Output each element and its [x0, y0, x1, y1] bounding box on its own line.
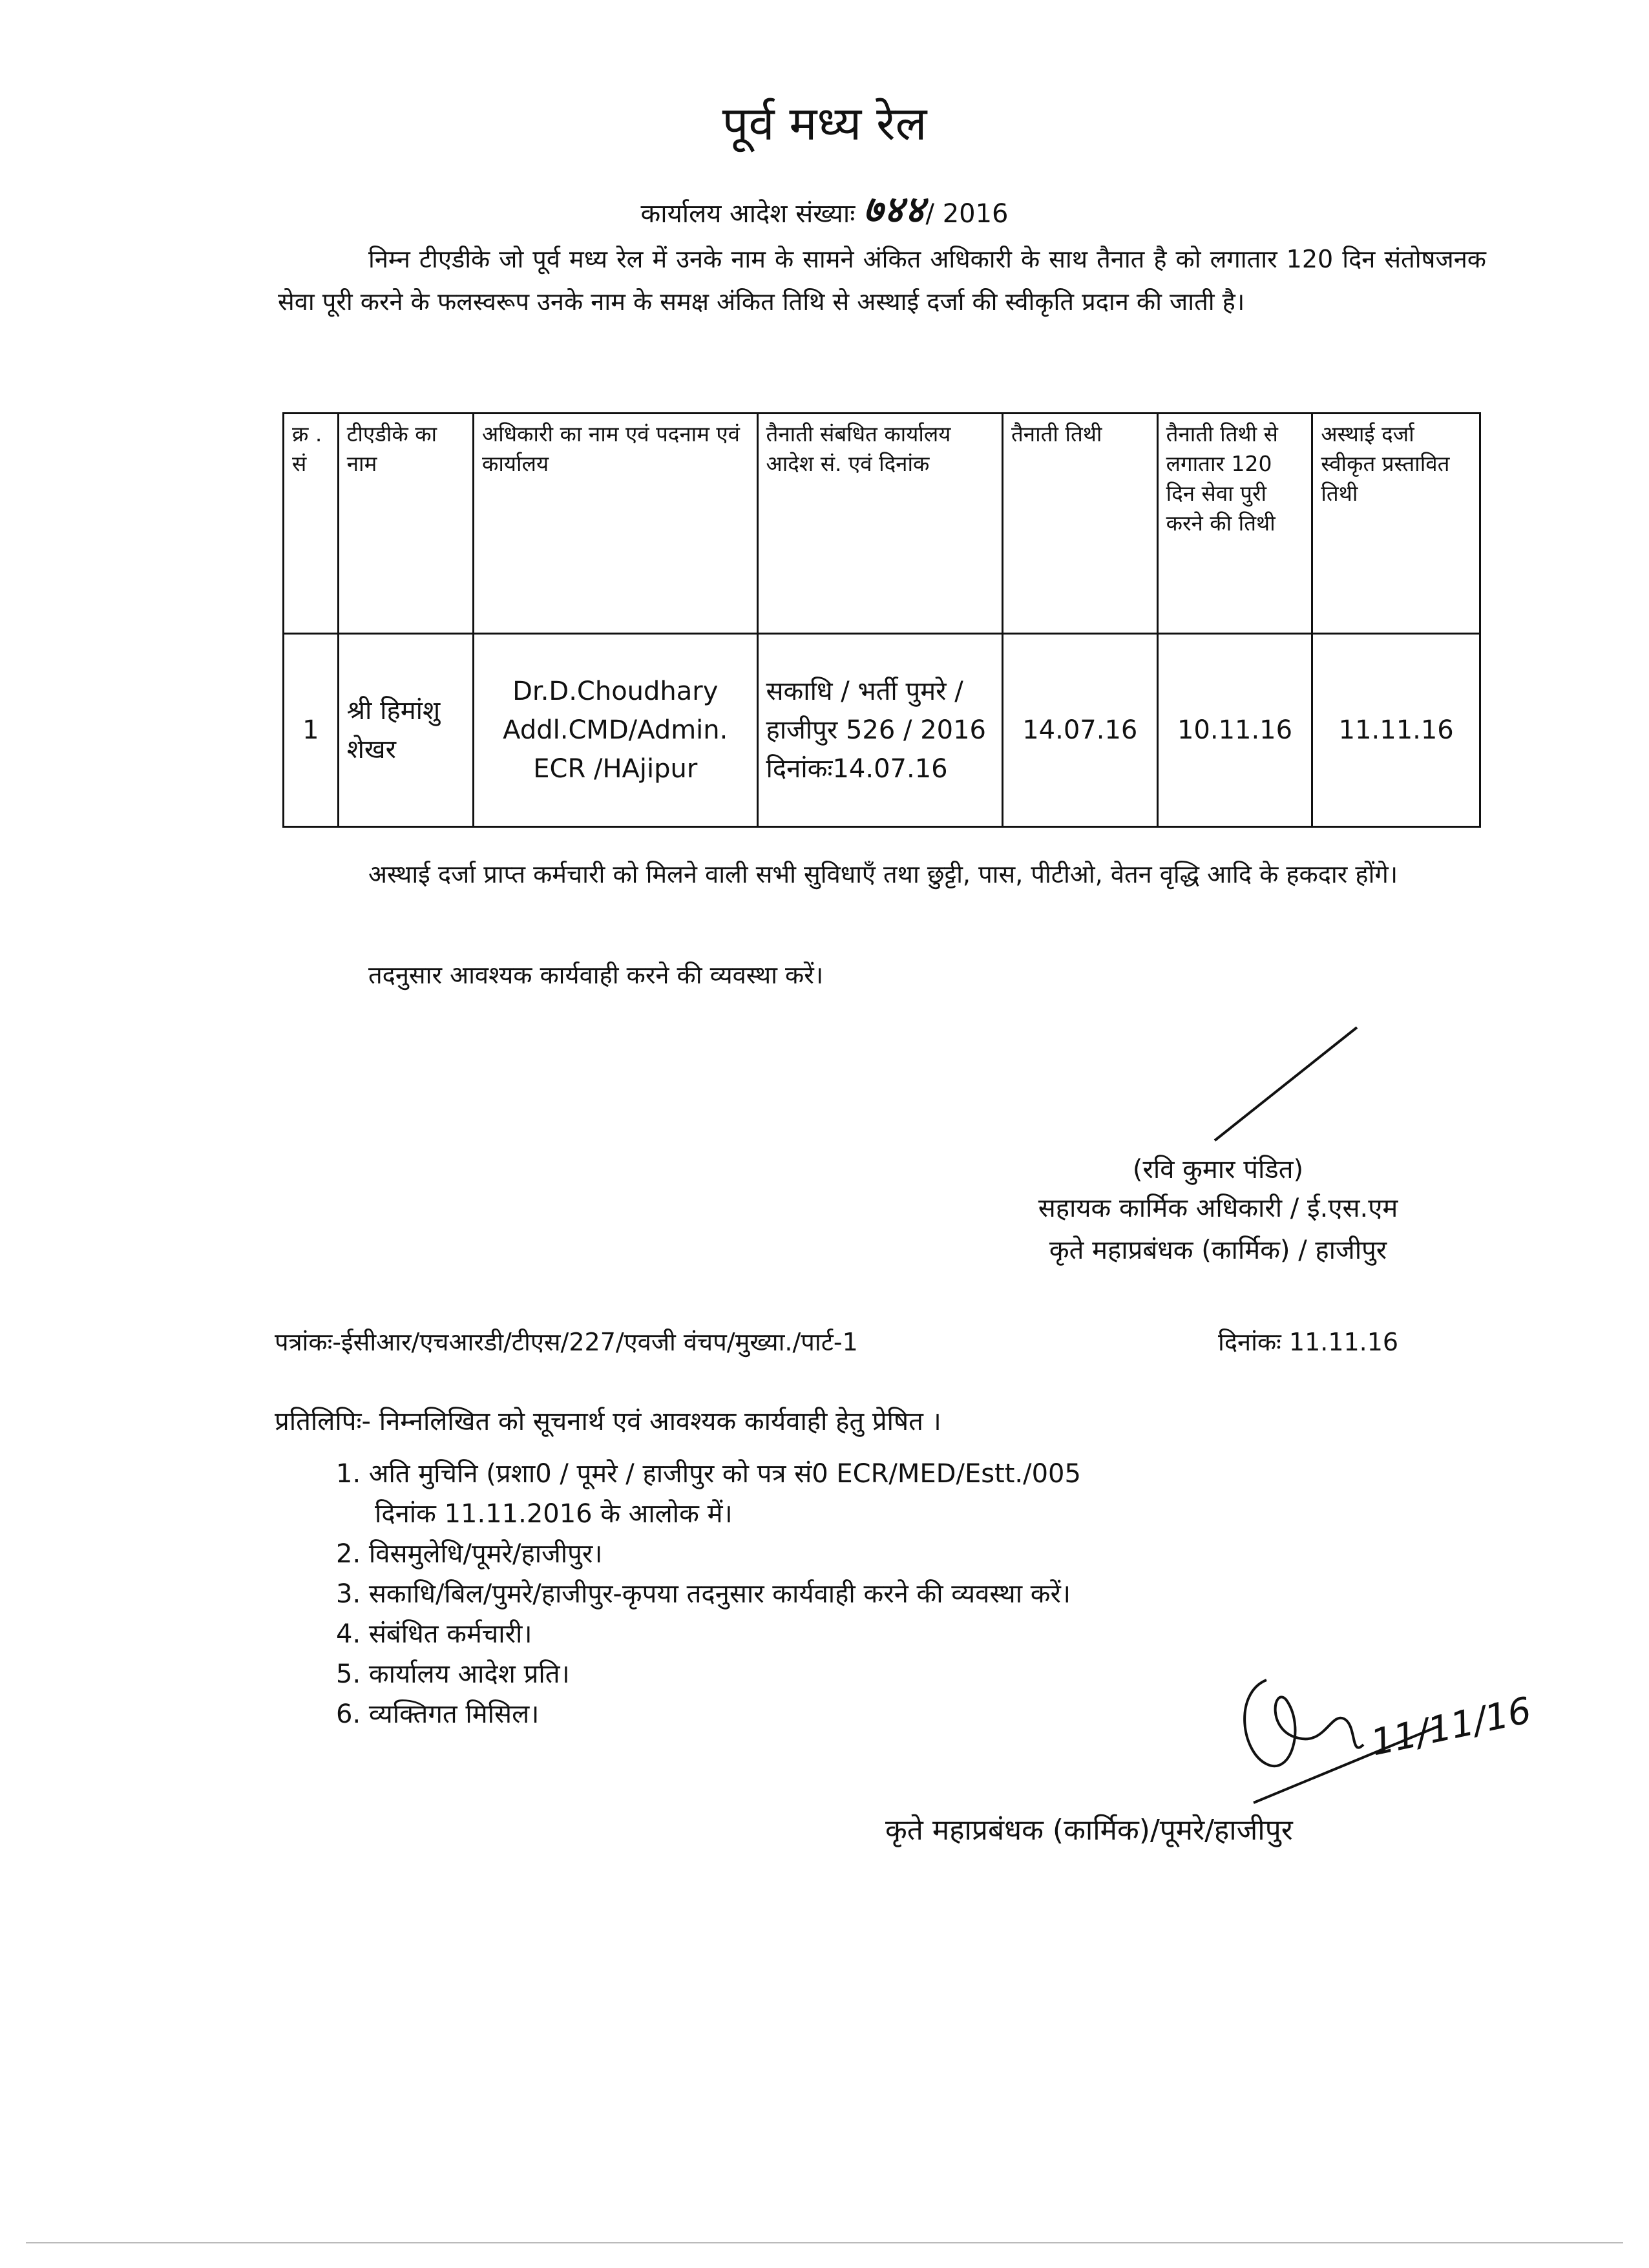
list-item: 6. व्यक्तिगत मिसिल। — [336, 1699, 540, 1729]
col-header-order: तैनाती संबधित कार्यालय आदेश सं. एवं दिनांक — [757, 414, 1002, 634]
col-header-posting-date: तैनाती तिथी — [1002, 414, 1157, 634]
signatory-name: (रवि कुमार पंडित) — [1132, 1155, 1304, 1184]
cell-sn: 1 — [284, 634, 339, 827]
col-header-completion-date: तैनाती तिथी से लगातार 120 दिन सेवा पुरी करने की तिथी — [1157, 414, 1312, 634]
footer-for: कृते महाप्रबंधक (कार्मिक)/पूमरे/हाजीपुर — [885, 1814, 1293, 1847]
col-header-status-date: अस्थाई दर्जा स्वीकृत प्रस्तावित तिथी — [1312, 414, 1480, 634]
signature-stroke — [1202, 1021, 1370, 1150]
order-number: ७४४ — [863, 187, 926, 231]
order-label: कार्यालय आदेश संख्याः — [640, 199, 856, 229]
table-header-row — [284, 414, 1480, 634]
col-header-officer: अधिकारी का नाम एवं पदनाम एवं कार्यालय — [474, 414, 757, 634]
list-item: 4. संबंधित कर्मचारी। — [336, 1619, 532, 1649]
table-row — [284, 634, 1480, 827]
cell-posting-date: 14.07.16 — [1002, 634, 1157, 827]
list-item: 2. विसमुलेधि/पूमरे/हाजीपुर। — [336, 1539, 603, 1569]
cell-name: श्री हिमांशु शेखर — [338, 634, 473, 827]
copy-list — [336, 1454, 1081, 1734]
letter-date: दिनांकः 11.11.16 — [1218, 1328, 1399, 1356]
status-table — [282, 412, 1481, 828]
col-header-sn: क्र . सं — [284, 414, 339, 634]
reference-line — [275, 1325, 1483, 1358]
handwritten-date: 11/11/16 — [1367, 1689, 1535, 1765]
signatory-for: कृते महाप्रबंधक (कार्मिक) / हाजीपुर — [1049, 1235, 1387, 1265]
cell-status-date: 11.11.16 — [1312, 634, 1480, 827]
list-item: दिनांक 11.11.2016 के आलोक में। — [375, 1499, 733, 1529]
list-item: 3. सकाधि/बिल/पुमरे/हाजीपुर-कृपया तदनुसार कार्यवाही करने की व्यवस्था करें। — [336, 1579, 1071, 1609]
letter-number: पत्रांकः-ईसीआर/एचआरडी/टीएस/227/एवजी वंचप/मुख्या./पार्ट-1 — [275, 1328, 858, 1356]
intro-paragraph: निम्न टीएडीके जो पूर्व मध्य रेल में उनके नाम के सामने अंकित अधिकारी के साथ तैनात है को लगातार 120 दिन संतोषजनक सेवा पूरी करने के फलस्वरूप उनके नाम के समक्ष अंकित तिथि से अस्थाई दर्जा की स्वीकृति प्रदान की जाती है। — [278, 245, 1486, 316]
page-bottom-line — [26, 2242, 1623, 2243]
list-item: 1. अति मुचिनि (प्रशा0 / पूमरे / हाजीपुर को पत्र सं0 ECR/MED/Estt./005 — [336, 1459, 1081, 1489]
copy-to-label: प्रतिलिपिः- निम्नलिखित को सूचनार्थ एवं आवश्यक कार्यवाही हेतु प्रेषित । — [275, 1407, 941, 1436]
cell-officer: Dr.D.Choudhary Addl.CMD/Admin. ECR /HAjipur — [474, 634, 757, 827]
order-year: / 2016 — [925, 199, 1009, 229]
page-title: पूर्व मध्य रेल — [722, 96, 927, 151]
signatory-designation: सहायक कार्मिक अधिकारी / ई.एस.एम — [1038, 1193, 1398, 1223]
col-header-name: टीएडीके का नाम — [338, 414, 473, 634]
benefits-paragraph: अस्थाई दर्जा प्राप्त कर्मचारी को मिलने वाली सभी सुविधाएँ तथा छुट्टी, पास, पीटीओ, वेतन वृद्धि आदि के हकदार होंगे। — [368, 860, 1398, 888]
cell-order-ref: सकाधि / भर्ती पुमरे / हाजीपुर 526 / 2016 दिनांकः14.07.16 — [757, 634, 1002, 827]
list-item: 5. कार्यालय आदेश प्रति। — [336, 1659, 570, 1689]
action-paragraph: तदनुसार आवश्यक कार्यवाही करने की व्यवस्था करें। — [368, 961, 824, 989]
cell-completion-date: 10.11.16 — [1157, 634, 1312, 827]
order-number-line — [0, 182, 1649, 233]
